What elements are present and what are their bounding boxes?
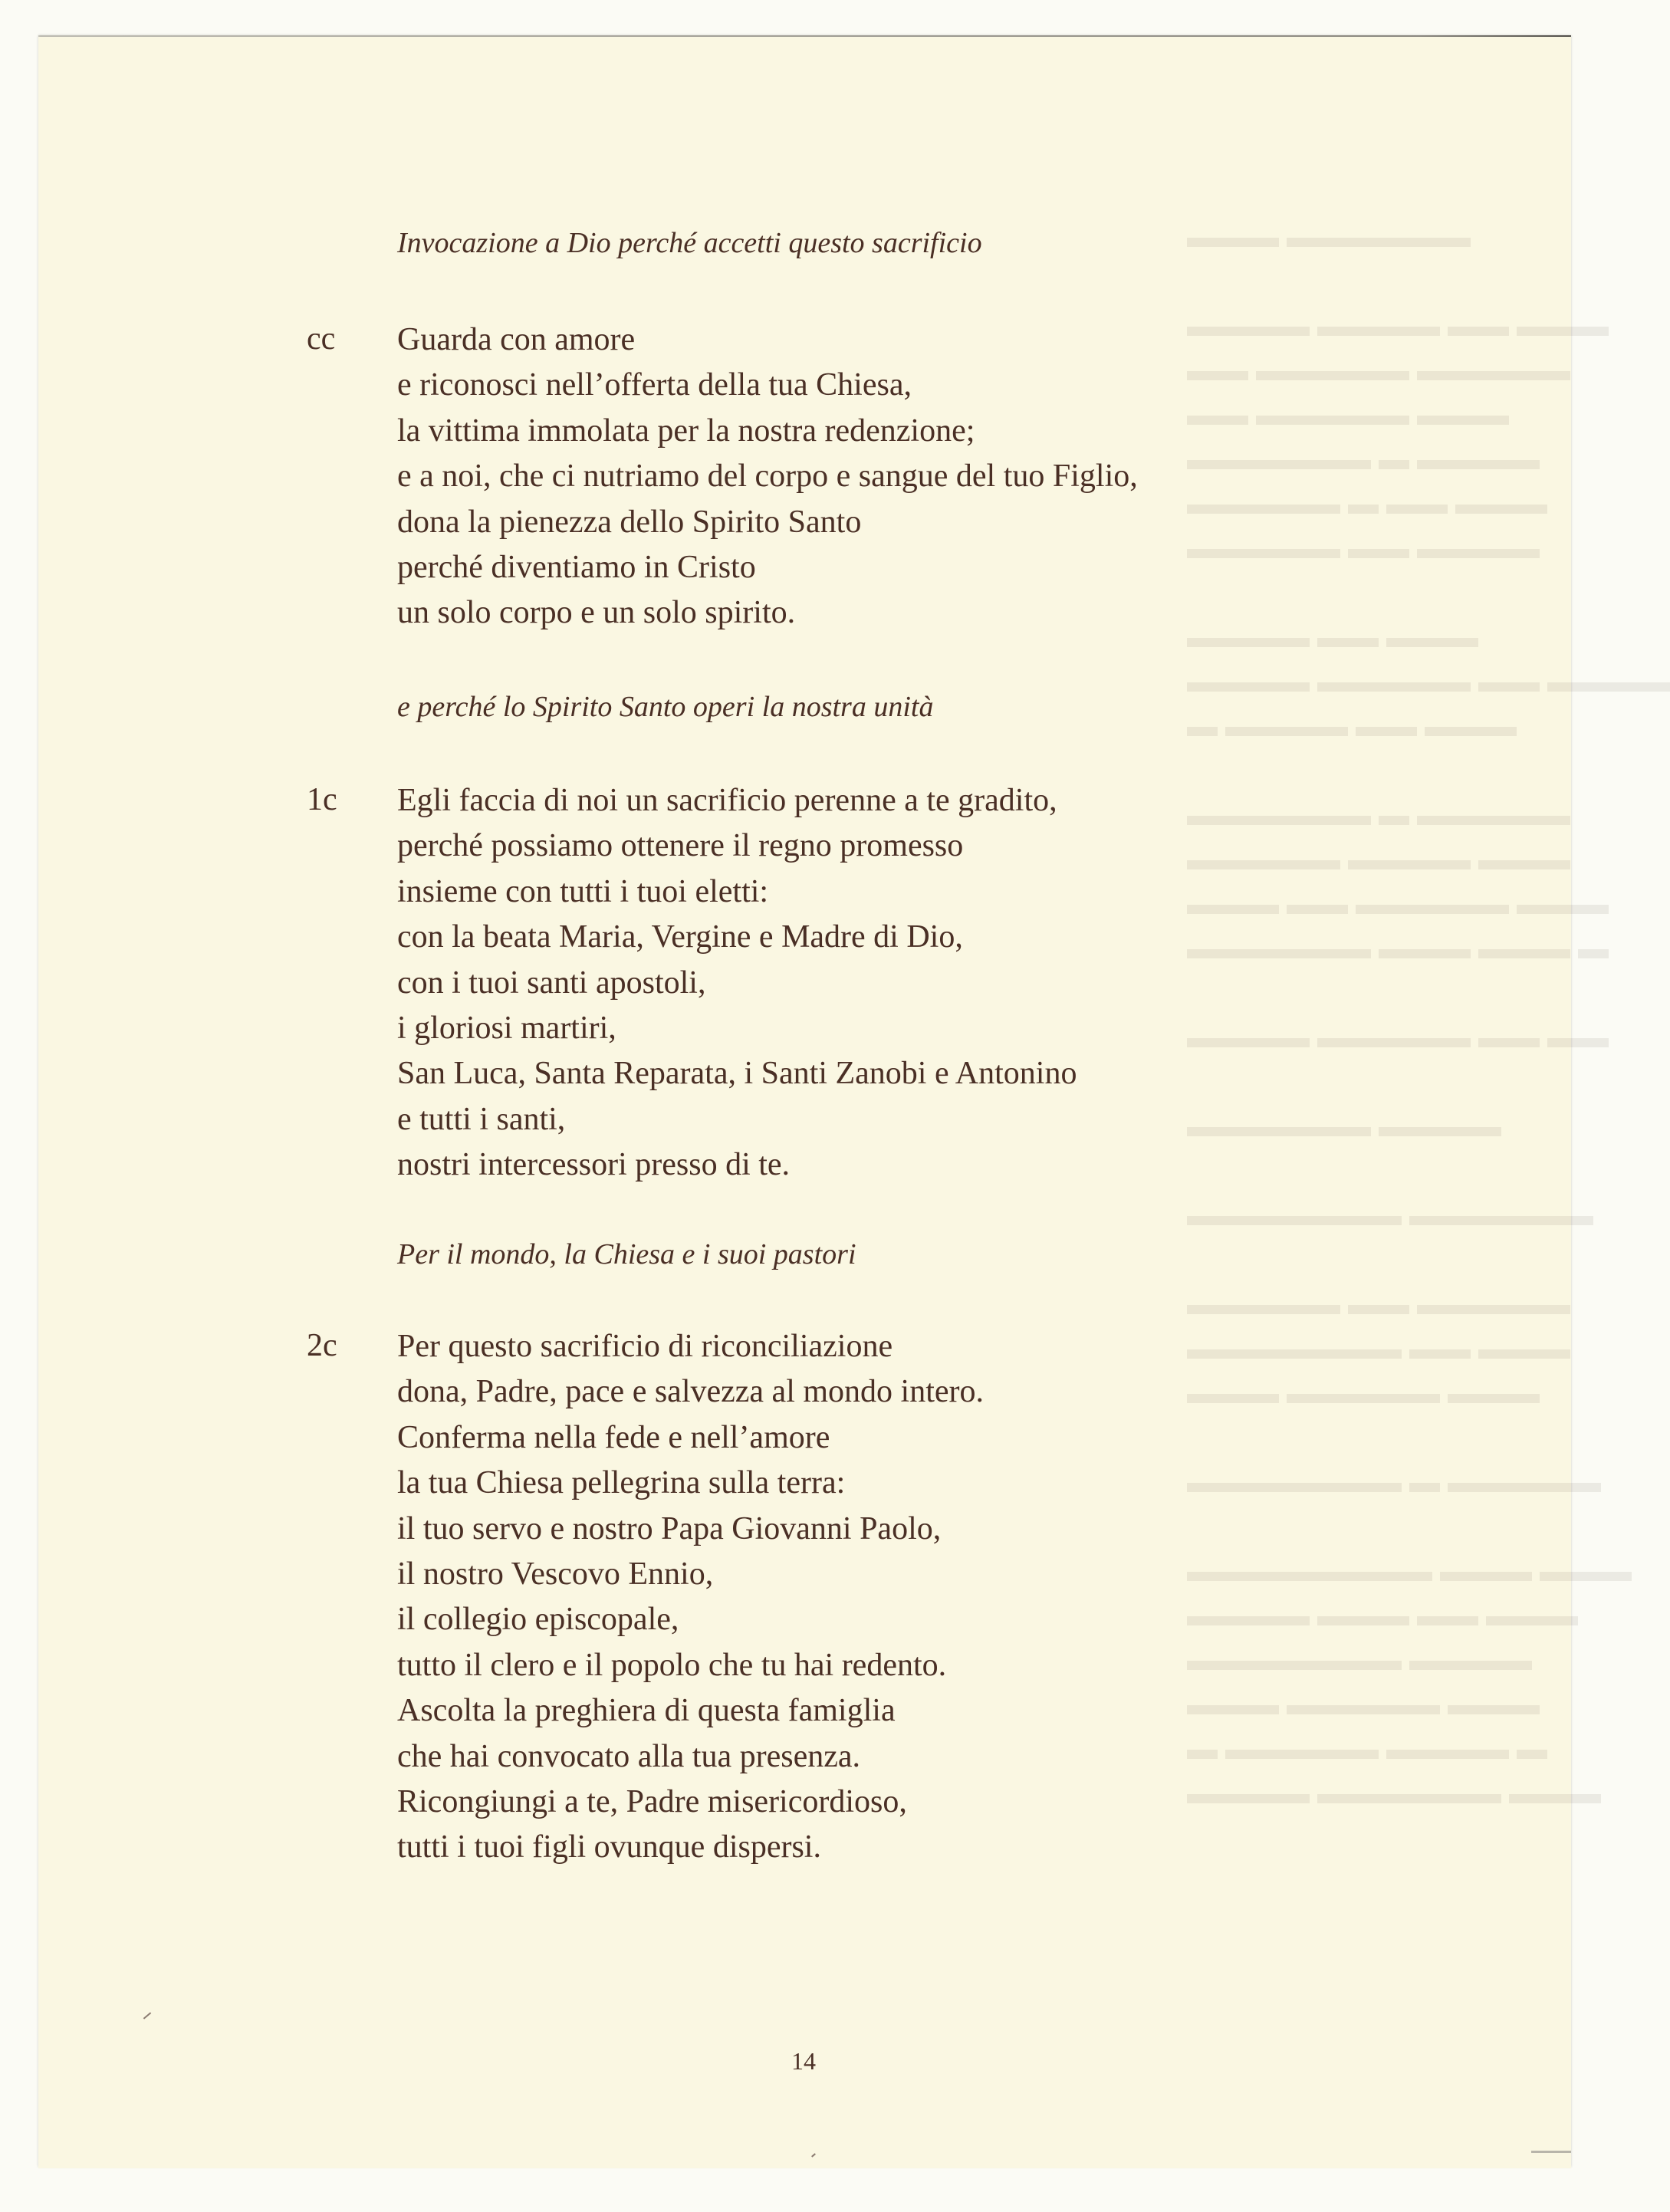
verse-line: tutti i tuoi figli ovunque dispersi. [397, 1829, 821, 1865]
verse-line: la tua Chiesa pellegrina sulla terra: [397, 1465, 846, 1501]
section-title-invocation: Invocazione a Dio perché accetti questo sacrificio [397, 227, 982, 259]
verse-line: Ascolta la preghiera di questa famiglia [397, 1693, 896, 1729]
verse-line: nostri intercessori presso di te. [397, 1147, 791, 1183]
verse-line: tutto il clero e il popolo che tu hai redento. [397, 1647, 947, 1683]
verse-line: Ricongiungi a te, Padre misericordioso, [397, 1783, 907, 1819]
verse-line: insieme con tutti i tuoi eletti: [397, 873, 769, 909]
verse-line: Guarda con amore [397, 322, 636, 357]
verse-block-unity [397, 778, 1077, 1188]
verse-line: con la beata Maria, Vergine e Madre di Dio, [397, 919, 963, 955]
verse-line: San Luca, Santa Reparata, i Santi Zanobi e Antonino [397, 1056, 1077, 1092]
verse-line: il nostro Vescovo Ennio, [397, 1556, 714, 1592]
verse-line: con i tuoi santi apostoli, [397, 965, 706, 1001]
section-title-unity: e perché lo Spirito Santo operi la nostra unità [397, 691, 934, 723]
verse-line: Egli faccia di noi un sacrificio perenne a te gradito, [397, 783, 1057, 818]
verse-line: perché possiamo ottenere il regno promesso [397, 828, 964, 864]
verse-line: che hai convocato alla tua presenza. [397, 1738, 861, 1774]
section-marker-1c: 1c [307, 782, 337, 817]
verse-line: la vittima immolata per la nostra redenzione; [397, 412, 975, 449]
verse-line: e riconosci nell’offerta della tua Chiesa, [397, 367, 912, 403]
verse-line: e tutti i santi, [397, 1101, 566, 1137]
verse-block-invocation [397, 317, 1138, 636]
verse-line: dona, Padre, pace e salvezza al mondo intero. [397, 1374, 985, 1410]
section-marker-cc: cc [307, 321, 336, 357]
verse-line: e a noi, che ci nutriamo del corpo e sangue del tuo Figlio, [397, 459, 1138, 495]
show-through-texture: ▬▬▬ ▬▬▬▬▬▬ ▬▬▬▬ ▬▬▬▬ ▬▬ ▬▬▬ ▬▬ ▬▬▬▬▬ ▬▬▬▬▬ ▬▬ ▬▬▬▬▬ ▬▬▬ ▬▬▬▬▬▬ ▬ ▬▬▬▬ ▬▬▬▬▬ ▬ ▬▬ ▬▬▬ ▬▬▬▬▬ ▬▬ ▬▬▬▬ ▬▬▬▬ ▬▬ ▬▬▬ ▬▬▬▬ ▬▬▬▬▬ ▬▬ ▬▬▬▬ ▬ ▬▬▬▬ ▬▬ ▬▬▬ ▬▬▬▬▬▬ ▬ ▬▬▬▬▬ ▬▬▬▬▬ ▬▬▬▬ ▬▬▬ ▬▬▬ ▬▬ ▬▬▬▬▬ ▬▬▬ ▬▬▬▬▬▬ ▬▬▬ ▬▬▬ ▬ ▬▬▬▬ ▬▬▬▬▬ ▬▬ ▬▬ ▬▬▬▬▬▬ ▬▬▬▬ ▬▬▬▬▬▬▬ ▬▬▬▬▬▬ ▬▬▬▬▬ ▬▬ ▬▬▬▬▬ ▬▬▬▬▬▬▬ ▬▬ ▬▬▬ ▬▬▬ ▬▬▬▬▬ ▬▬▬ ▬▬▬▬▬▬▬ ▬ ▬▬▬▬▬ ▬▬▬▬▬▬▬▬ ▬▬▬ ▬▬▬ ▬▬▬▬ ▬▬▬ ▬▬ ▬▬▬ ▬▬▬▬▬▬▬ ▬▬▬▬ ▬▬▬ ▬▬▬▬▬ ▬▬▬ ▬ ▬▬▬▬▬ ▬▬▬▬ ▬ ▬▬▬▬ ▬▬▬▬▬▬ ▬▬▬ [1187, 219, 1670, 1810]
page-number: 14 [791, 2047, 816, 2075]
verse-line: dona la pienezza dello Spirito Santo [397, 504, 862, 540]
verse-line: Per questo sacrificio di riconciliazione [397, 1329, 893, 1364]
verse-line: il tuo servo e nostro Papa Giovanni Paolo, [397, 1510, 942, 1546]
verse-line: perché diventiamo in Cristo [397, 549, 756, 585]
verse-line: i gloriosi martiri, [397, 1010, 616, 1046]
section-title-world-church: Per il mondo, la Chiesa e i suoi pastori [397, 1238, 856, 1270]
verse-line: Conferma nella fede e nell’amore [397, 1419, 830, 1455]
verse-block-world-church [397, 1324, 984, 1871]
page-corner-edge [1531, 2151, 1571, 2153]
verse-line: il collegio episcopale, [397, 1602, 679, 1638]
verse-line: un solo corpo e un solo spirito. [397, 595, 796, 631]
section-marker-2c: 2c [307, 1328, 337, 1363]
